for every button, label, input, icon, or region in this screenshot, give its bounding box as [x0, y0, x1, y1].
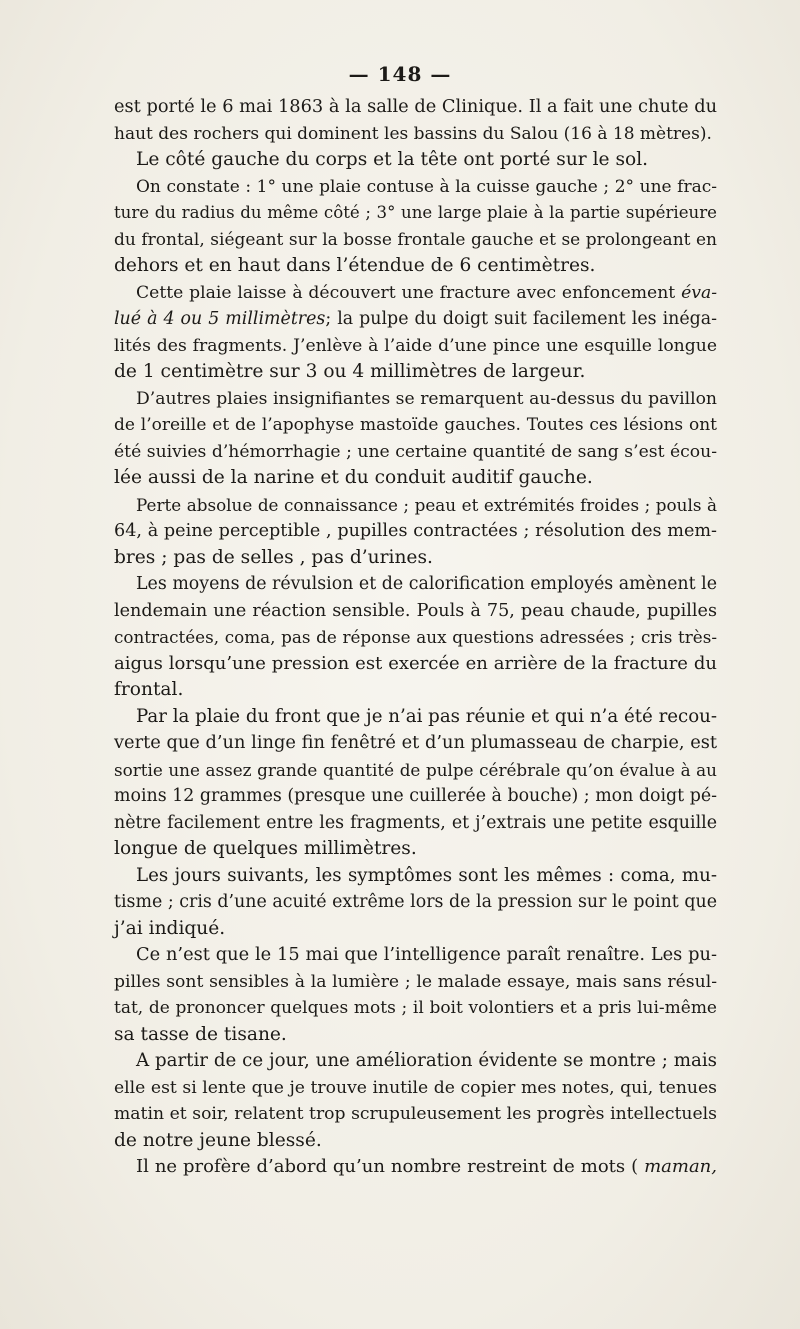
line-text: j’ai indiqué. — [114, 917, 226, 939]
text-line — [114, 1075, 717, 1102]
body-text — [114, 94, 717, 1181]
page-number: — 148 — — [348, 62, 452, 86]
text-line — [114, 147, 717, 174]
line-text: longue de quelques millimètres. — [114, 838, 417, 859]
text-line — [114, 942, 717, 969]
text-line — [114, 253, 717, 280]
text-line — [114, 651, 717, 678]
line-text: sortie une assez grande quantité de pulpe cérébrale qu’on évalue à au — [114, 759, 717, 780]
line-text: Il ne profère d’abord qu’un nombre restreint de mots ( — [136, 1156, 639, 1177]
line-text: bres ; pas de selles , pas d’urines. — [114, 546, 433, 568]
text-line — [114, 624, 717, 651]
text-line — [114, 730, 717, 757]
line-text: aigus lorsqu’une pression est exercée en arrière de la fracture du — [114, 652, 717, 674]
line-text: tisme ; cris d’une acuité extrême lors de la pression sur le point que — [114, 892, 717, 912]
line-text: Par la plaie du front que je n’ai pas réunie et qui n’a été recou- — [136, 705, 718, 727]
text-line — [114, 518, 717, 545]
line-text: dehors et en haut dans l’étendue de 6 centimètres. — [114, 255, 596, 276]
text-line — [114, 1128, 717, 1155]
line-text: Ce n’est que le 15 mai que l’intelligence paraît renaître. Les pu- — [136, 944, 717, 965]
text-line — [114, 1154, 717, 1181]
line-text: pilles sont sensibles à la lumière ; le malade essaye, mais sans résul- — [114, 971, 717, 992]
text-line — [114, 200, 717, 227]
line-text: sa tasse de tisane. — [114, 1023, 287, 1045]
text-line — [114, 995, 717, 1022]
text-line — [114, 1048, 717, 1075]
line-text: Perte absolue de connaissance ; peau et extrémités froides ; pouls à — [136, 494, 717, 515]
text-line — [114, 969, 717, 996]
line-text: matin et soir, relatent trop scrupuleusement les progrès intellectuels — [114, 1104, 717, 1124]
text-line — [114, 836, 717, 863]
line-text: Les moyens de révulsion et de calorification employés amènent le — [136, 574, 717, 594]
line-text: est porté le 6 mai 1863 à la salle de Clinique. Il a fait une chute du — [114, 96, 718, 117]
line-text: de notre jeune blessé. — [114, 1129, 322, 1151]
text-line — [114, 704, 717, 731]
line-text: lée aussi de la narine et du conduit auditif gauche. — [114, 467, 593, 488]
text-line — [114, 412, 717, 439]
line-text: verte que d’un linge fin fenêtré et d’un plumasseau de charpie, est — [114, 732, 717, 753]
line-text: de l’oreille et de l’apophyse mastoïde gauches. Toutes ces lésions ont — [114, 415, 717, 435]
text-line — [114, 757, 717, 784]
line-text: moins 12 grammes (presque une cuillerée à bouche) ; mon doigt pé- — [114, 786, 717, 806]
text-line — [114, 280, 717, 307]
italic-text: éva- — [681, 282, 717, 303]
text-line — [114, 783, 717, 810]
text-line — [114, 227, 717, 254]
text-line — [114, 94, 717, 121]
line-text: D’autres plaies insignifiantes se remarquent au-dessus du pavillon — [136, 388, 717, 409]
text-line — [114, 677, 717, 704]
text-line — [114, 359, 717, 386]
text-line — [114, 571, 717, 598]
line-text: nètre facilement entre les fragments, et j’extrais une petite esquille — [114, 812, 717, 833]
text-line — [114, 439, 717, 466]
line-text: elle est si lente que je trouve inutile de copier mes notes, qui, tenues — [114, 1077, 717, 1098]
text-line — [114, 889, 717, 916]
line-text: On constate : 1° une plaie contuse à la cuisse gauche ; 2° une frac- — [136, 176, 717, 197]
text-line — [114, 1022, 717, 1049]
line-text: lités des fragments. J’enlève à l’aide d’une pince une esquille longue — [114, 335, 717, 356]
line-text: 64, à peine perceptible , pupilles contractées ; résolution des mem- — [114, 521, 717, 541]
line-text: A partir de ce jour, une amélioration évidente se montre ; mais — [136, 1050, 717, 1071]
line-text: de 1 centimètre sur 3 ou 4 millimètres de largeur. — [114, 361, 586, 382]
line-text: frontal. — [114, 679, 184, 700]
line-text: contractées, coma, pas de réponse aux questions adressées ; cris très- — [114, 627, 717, 647]
text-line — [114, 465, 717, 492]
line-text: du frontal, siégeant sur la bosse frontale gauche et se prolongeant en — [114, 229, 717, 250]
line-text: haut des rochers qui dominent les bassins du Salou (16 à 18 mètres). — [114, 123, 712, 144]
line-text: ture du radius du même côté ; 3° une large plaie à la partie supérieure — [114, 203, 717, 222]
text-line — [114, 810, 717, 837]
text-line — [114, 492, 717, 519]
text-line — [114, 386, 717, 413]
line-text: tat, de prononcer quelques mots ; il boit volontiers et a pris lui-même — [114, 998, 717, 1018]
line-text: Cette plaie laisse à découvert une fracture avec enfoncement — [136, 282, 676, 303]
text-line — [114, 916, 717, 943]
line-text: été suivies d’hémorrhagie ; une certaine quantité de sang s’est écou- — [114, 441, 717, 462]
line-text: Les jours suivants, les symptômes sont les mêmes : coma, mu- — [136, 864, 717, 886]
text-line — [114, 333, 717, 360]
line-text: Le côté gauche du corps et la tête ont porté sur le sol. — [136, 149, 649, 170]
text-line — [114, 863, 717, 890]
text-line — [114, 121, 717, 148]
text-line — [114, 545, 717, 572]
italic-text: lué à 4 ou 5 millimètres — [114, 309, 326, 329]
text-line — [114, 1101, 717, 1128]
text-line — [114, 598, 717, 625]
line-text: ; la pulpe du doigt suit facilement les inéga- — [325, 309, 718, 329]
line-text: lendemain une réaction sensible. Pouls à 75, peau chaude, pupilles — [114, 600, 717, 621]
italic-text: maman, — [644, 1156, 717, 1177]
text-line — [114, 306, 717, 333]
text-line — [114, 174, 717, 201]
